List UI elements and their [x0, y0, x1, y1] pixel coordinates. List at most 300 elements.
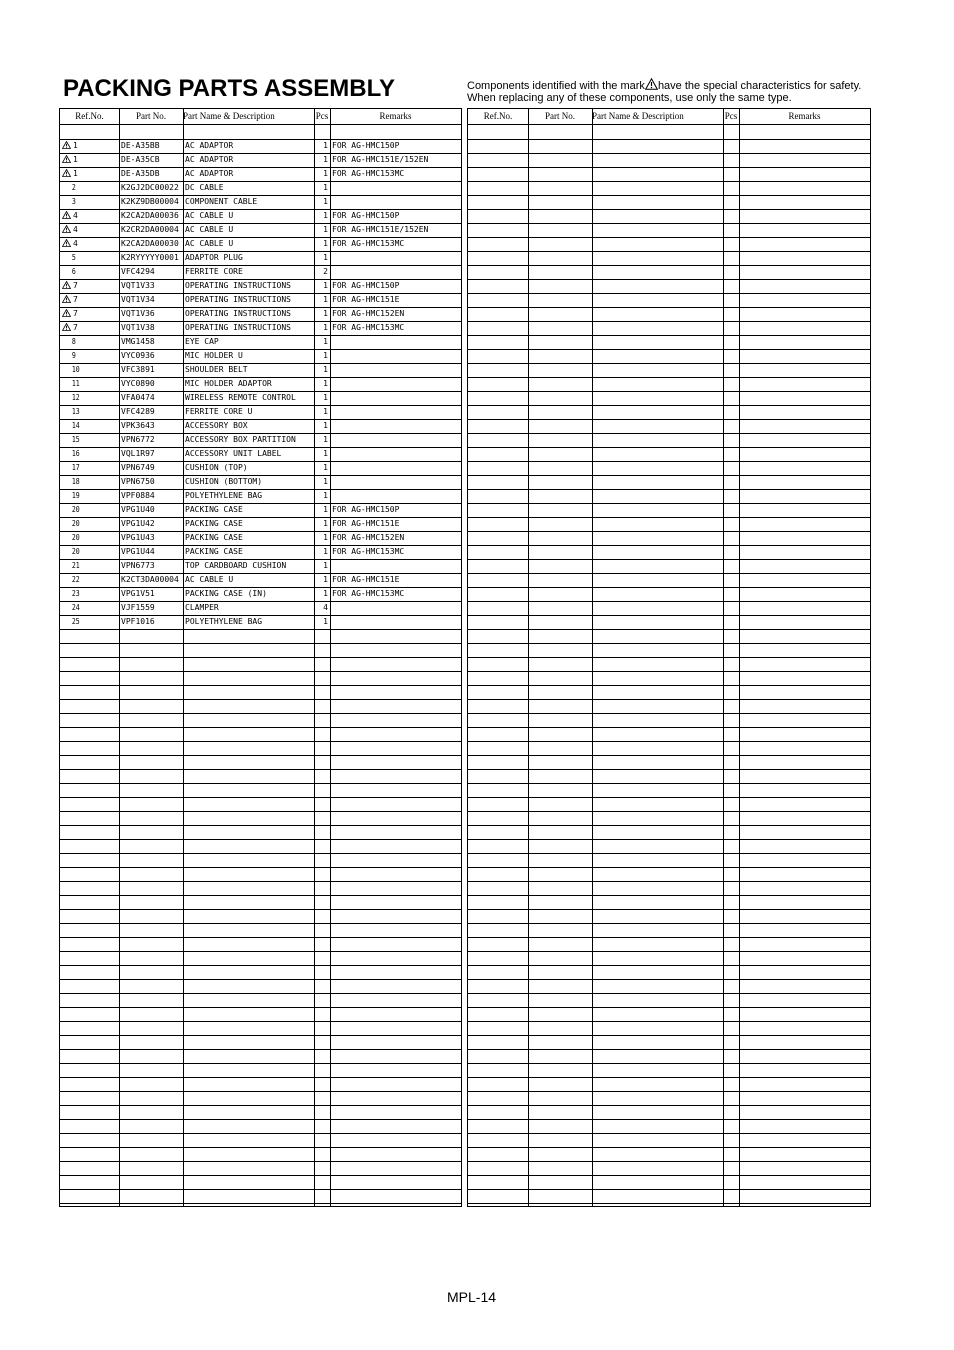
- ref-no-text: 2: [71, 183, 76, 192]
- cell-part-no: K2GJ2DC00022: [121, 183, 179, 192]
- cell-part-name: ACCESSORY BOX PARTITION: [185, 435, 296, 444]
- ref-no-text: 4: [73, 225, 78, 234]
- cell-remarks: [332, 461, 460, 475]
- cell-pcs: 1: [323, 407, 328, 416]
- page-number: MPL-14: [447, 1289, 497, 1305]
- row-divider: [468, 405, 870, 406]
- row-divider: [60, 1119, 461, 1120]
- ref-no-text: 20: [71, 533, 80, 542]
- row-divider: [468, 195, 870, 196]
- cell-part-name: CUSHION (TOP): [185, 463, 248, 472]
- cell-ref-no: [62, 419, 127, 433]
- cell-pcs: 1: [323, 365, 328, 374]
- cell-part-name: OPERATING INSTRUCTIONS: [185, 309, 291, 318]
- cell-part-name: AC ADAPTOR: [185, 169, 234, 178]
- row-divider: [60, 1161, 461, 1162]
- row-divider: [60, 979, 461, 980]
- cell-pcs: 1: [323, 449, 328, 458]
- ref-no-text: 7: [73, 295, 78, 304]
- cell-ref-no: [62, 265, 127, 279]
- cell-remarks: [332, 601, 460, 615]
- row-divider: [60, 1007, 461, 1008]
- cell-pcs: 1: [323, 547, 328, 556]
- cell-ref-no: [62, 321, 117, 335]
- cell-part-name: POLYETHYLENE BAG: [185, 617, 263, 626]
- cell-ref-no: [62, 433, 127, 447]
- table-row: [60, 545, 461, 559]
- cell-remarks: [332, 349, 460, 363]
- row-divider: [468, 293, 870, 294]
- cell-pcs: 1: [323, 575, 328, 584]
- cell-part-name: AC CABLE U: [185, 239, 234, 248]
- ref-no-text: 7: [73, 323, 78, 332]
- row-divider: [468, 1203, 870, 1204]
- warning-triangle-icon: [62, 169, 71, 177]
- cell-pcs: 1: [323, 589, 328, 598]
- cell-pcs: 1: [323, 463, 328, 472]
- cell-part-name: SHOULDER BELT: [185, 365, 248, 374]
- cell-ref-no: [62, 461, 127, 475]
- row-divider: [60, 937, 461, 938]
- table-row: [60, 321, 461, 335]
- row-divider: [60, 517, 461, 518]
- ref-no-text: 19: [71, 491, 80, 500]
- cell-part-name: AC ADAPTOR: [185, 155, 234, 164]
- cell-ref-no: [62, 489, 127, 503]
- cell-part-no: VPG1U44: [121, 547, 155, 556]
- row-divider: [468, 167, 870, 168]
- row-divider: [60, 461, 461, 462]
- row-divider: [60, 363, 461, 364]
- cell-part-no: VJF1559: [121, 603, 155, 612]
- ref-no-text: 14: [71, 421, 80, 430]
- cell-ref-no: [62, 251, 127, 265]
- row-divider: [468, 517, 870, 518]
- row-divider: [468, 209, 870, 210]
- row-divider: [60, 223, 461, 224]
- row-divider: [468, 979, 870, 980]
- cell-remarks: [332, 195, 460, 209]
- cell-remarks: [332, 335, 460, 349]
- row-divider: [60, 139, 461, 140]
- row-divider: [60, 405, 461, 406]
- ref-no-text: 20: [71, 505, 80, 514]
- row-divider: [468, 181, 870, 182]
- cell-part-no: VFC3891: [121, 365, 155, 374]
- row-divider: [468, 419, 870, 420]
- row-divider: [468, 531, 870, 532]
- cell-ref-no: [62, 559, 127, 573]
- safety-note-line-1: [467, 78, 861, 92]
- cell-ref-no: [62, 573, 127, 587]
- cell-part-no: VPG1V51: [121, 589, 155, 598]
- cell-part-no: K2RYYYYY0001: [121, 253, 179, 262]
- cell-part-no: DE-A35DB: [121, 169, 160, 178]
- cell-part-name: OPERATING INSTRUCTIONS: [185, 323, 291, 332]
- table-row: [60, 209, 461, 223]
- ref-no-text: 15: [71, 435, 80, 444]
- header-part-name: Part Name & Description: [592, 111, 684, 121]
- cell-remarks: [332, 489, 460, 503]
- cell-ref-no: [62, 363, 127, 377]
- row-divider: [60, 881, 461, 882]
- row-divider: [60, 167, 461, 168]
- row-divider: [468, 1077, 870, 1078]
- cell-part-no: K2KZ9DB00004: [121, 197, 179, 206]
- row-divider: [60, 671, 461, 672]
- row-divider: [60, 895, 461, 896]
- row-divider: [60, 629, 461, 630]
- safety-note-line-2: When replacing any of these components, use only the same type.: [467, 92, 792, 104]
- cell-ref-no: [62, 517, 127, 531]
- cell-part-name: TOP CARDBOARD CUSHION: [185, 561, 287, 570]
- row-divider: [468, 573, 870, 574]
- ref-no-text: 22: [71, 575, 80, 584]
- row-divider: [468, 643, 870, 644]
- table-row: [60, 279, 461, 293]
- ref-no-text: 4: [73, 239, 78, 248]
- row-divider: [468, 223, 870, 224]
- cell-ref-no: [62, 167, 117, 181]
- ref-no-text: 5: [71, 253, 76, 262]
- warning-triangle-icon: [62, 211, 71, 219]
- cell-ref-no: [62, 153, 117, 167]
- cell-pcs: 1: [323, 477, 328, 486]
- row-divider: [60, 307, 461, 308]
- cell-part-name: PACKING CASE: [185, 547, 243, 556]
- cell-part-no: VQT1V38: [121, 323, 155, 332]
- cell-remarks: FOR AG-HMC153MC: [332, 589, 405, 598]
- ref-no-text: 9: [71, 351, 76, 360]
- cell-pcs: 1: [323, 253, 328, 262]
- row-divider: [60, 349, 461, 350]
- cell-part-no: K2CR2DA00004: [121, 225, 179, 234]
- cell-part-name: FERRITE CORE: [185, 267, 243, 276]
- cell-pcs: 1: [323, 309, 328, 318]
- cell-remarks: FOR AG-HMC153MC: [332, 239, 405, 248]
- row-divider: [60, 1021, 461, 1022]
- cell-remarks: [332, 265, 460, 279]
- cell-pcs: 1: [323, 421, 328, 430]
- cell-part-name: WIRELESS REMOTE CONTROL: [185, 393, 296, 402]
- cell-remarks: FOR AG-HMC153MC: [332, 169, 405, 178]
- ref-no-text: 25: [71, 617, 80, 626]
- table-row: [60, 601, 461, 615]
- cell-part-no: VYC0890: [121, 379, 155, 388]
- cell-part-no: VQT1V36: [121, 309, 155, 318]
- cell-pcs: 1: [323, 323, 328, 332]
- table-row: [60, 503, 461, 517]
- row-divider: [60, 153, 461, 154]
- row-divider: [468, 797, 870, 798]
- header-ref-no: Ref.No.: [483, 111, 513, 121]
- cell-part-no: VFC4294: [121, 267, 155, 276]
- cell-ref-no: [62, 279, 117, 293]
- table-row: [60, 167, 461, 181]
- cell-remarks: FOR AG-HMC151E/152EN: [332, 225, 429, 234]
- safety-note-text-end: have the special characteristics for safety.: [657, 80, 862, 92]
- safety-note: [467, 78, 861, 104]
- row-divider: [468, 349, 870, 350]
- warning-triangle-icon: [62, 281, 71, 289]
- row-divider: [468, 1147, 870, 1148]
- cell-part-no: DE-A35CB: [121, 155, 160, 164]
- table-row: [60, 153, 461, 167]
- row-divider: [60, 321, 461, 322]
- row-divider: [468, 923, 870, 924]
- table-row: [60, 489, 461, 503]
- cell-ref-no: [62, 615, 127, 629]
- cell-ref-no: [62, 377, 127, 391]
- row-divider: [60, 1091, 461, 1092]
- cell-part-name: AC CABLE U: [185, 575, 234, 584]
- row-divider: [60, 209, 461, 210]
- table-row: [60, 307, 461, 321]
- ref-no-text: 18: [71, 477, 80, 486]
- table-row: [60, 573, 461, 587]
- cell-part-no: K2CT3DA00004: [121, 575, 179, 584]
- cell-part-no: VQL1R97: [121, 449, 155, 458]
- row-divider: [468, 1049, 870, 1050]
- row-divider: [468, 895, 870, 896]
- cell-part-no: DE-A35BB: [121, 141, 160, 150]
- row-divider: [468, 769, 870, 770]
- cell-part-name: PACKING CASE: [185, 533, 243, 542]
- cell-remarks: FOR AG-HMC152EN: [332, 309, 405, 318]
- row-divider: [468, 671, 870, 672]
- row-divider: [468, 951, 870, 952]
- row-divider: [60, 727, 461, 728]
- header-part-no: Part No.: [136, 111, 166, 121]
- cell-remarks: [332, 615, 460, 629]
- cell-part-name: PACKING CASE: [185, 519, 243, 528]
- table-row: [60, 517, 461, 531]
- cell-part-no: VPF1016: [121, 617, 155, 626]
- cell-pcs: 1: [323, 197, 328, 206]
- row-divider: [60, 615, 461, 616]
- row-divider: [468, 265, 870, 266]
- cell-part-no: VMG1458: [121, 337, 155, 346]
- cell-part-no: VQT1V34: [121, 295, 155, 304]
- table-row: [60, 363, 461, 377]
- ref-no-text: 3: [71, 197, 76, 206]
- cell-remarks: [332, 419, 460, 433]
- row-divider: [60, 1147, 461, 1148]
- cell-ref-no: [62, 349, 127, 363]
- cell-part-name: PACKING CASE (IN): [185, 589, 267, 598]
- table-row: [60, 531, 461, 545]
- row-divider: [468, 601, 870, 602]
- row-divider: [468, 881, 870, 882]
- ref-no-text: 7: [73, 309, 78, 318]
- row-divider: [60, 867, 461, 868]
- row-divider: [60, 195, 461, 196]
- header-ref-no: Ref.No.: [75, 111, 104, 121]
- row-divider: [60, 769, 461, 770]
- row-divider: [60, 685, 461, 686]
- row-divider: [468, 993, 870, 994]
- row-divider: [60, 545, 461, 546]
- cell-part-no: VPG1U42: [121, 519, 155, 528]
- row-divider: [60, 783, 461, 784]
- cell-pcs: 1: [323, 141, 328, 150]
- ref-no-text: 20: [71, 519, 80, 528]
- row-divider: [60, 811, 461, 812]
- row-divider: [60, 503, 461, 504]
- header-remarks: Remarks: [788, 111, 821, 121]
- row-divider: [60, 391, 461, 392]
- cell-pcs: 1: [323, 505, 328, 514]
- cell-ref-no: [62, 601, 127, 615]
- cell-remarks: FOR AG-HMC151E: [332, 575, 400, 584]
- cell-part-name: POLYETHYLENE BAG: [185, 491, 263, 500]
- row-divider: [468, 755, 870, 756]
- cell-part-no: VQT1V33: [121, 281, 155, 290]
- cell-ref-no: [62, 531, 127, 545]
- row-divider: [468, 377, 870, 378]
- cell-part-name: ADAPTOR PLUG: [185, 253, 243, 262]
- cell-remarks: FOR AG-HMC150P: [332, 281, 400, 290]
- row-divider: [60, 825, 461, 826]
- row-divider: [468, 153, 870, 154]
- table-row: [60, 223, 461, 237]
- row-divider: [60, 1049, 461, 1050]
- row-divider: [468, 335, 870, 336]
- cell-part-no: K2CA2DA00036: [121, 211, 179, 220]
- parts-table-left: [59, 108, 462, 1207]
- row-divider: [468, 391, 870, 392]
- row-divider: [60, 657, 461, 658]
- row-divider: [468, 1035, 870, 1036]
- parts-table-right: [467, 108, 871, 1207]
- row-divider: [60, 419, 461, 420]
- row-divider: [60, 909, 461, 910]
- cell-remarks: FOR AG-HMC153MC: [332, 547, 405, 556]
- cell-part-name: AC CABLE U: [185, 211, 234, 220]
- safety-note-text-start: Components identified with the mark: [467, 80, 645, 92]
- cell-part-name: MIC HOLDER ADAPTOR: [185, 379, 272, 388]
- ref-no-text: 24: [71, 603, 80, 612]
- cell-pcs: 1: [323, 561, 328, 570]
- row-divider: [468, 713, 870, 714]
- row-divider: [60, 797, 461, 798]
- warning-triangle-icon: [62, 323, 71, 331]
- cell-pcs: 1: [323, 281, 328, 290]
- warning-triangle-icon: [62, 239, 71, 247]
- ref-no-text: 10: [71, 365, 80, 374]
- cell-ref-no: [62, 209, 117, 223]
- row-divider: [468, 461, 870, 462]
- row-divider: [468, 559, 870, 560]
- cell-part-name: EYE CAP: [185, 337, 219, 346]
- cell-part-name: CLAMPER: [185, 603, 219, 612]
- cell-remarks: [332, 433, 460, 447]
- row-divider: [468, 503, 870, 504]
- row-divider: [60, 1105, 461, 1106]
- row-divider: [468, 433, 870, 434]
- row-divider: [468, 965, 870, 966]
- row-divider: [60, 1203, 461, 1204]
- header-part-no: Part No.: [545, 111, 575, 121]
- ref-no-text: 20: [71, 547, 80, 556]
- row-divider: [60, 839, 461, 840]
- ref-no-text: 6: [71, 267, 76, 276]
- cell-remarks: FOR AG-HMC152EN: [332, 533, 405, 542]
- row-divider: [468, 475, 870, 476]
- table-row: [60, 139, 461, 153]
- cell-pcs: 1: [323, 211, 328, 220]
- cell-part-no: VPF0884: [121, 491, 155, 500]
- cell-part-name: AC ADAPTOR: [185, 141, 234, 150]
- row-divider: [468, 1105, 870, 1106]
- ref-no-text: 21: [71, 561, 80, 570]
- cell-pcs: 1: [323, 393, 328, 402]
- row-divider: [468, 1007, 870, 1008]
- ref-no-text: 1: [73, 141, 78, 150]
- cell-remarks: FOR AG-HMC153MC: [332, 323, 405, 332]
- row-divider: [60, 1189, 461, 1190]
- cell-part-no: VPG1U40: [121, 505, 155, 514]
- cell-pcs: 1: [323, 519, 328, 528]
- row-divider: [60, 377, 461, 378]
- table-row: [60, 475, 461, 489]
- cell-remarks: FOR AG-HMC151E: [332, 295, 400, 304]
- row-divider: [60, 1175, 461, 1176]
- row-divider: [468, 1189, 870, 1190]
- header-part-name: Part Name & Description: [183, 111, 275, 121]
- cell-part-name: DC CABLE: [185, 183, 224, 192]
- row-divider: [60, 531, 461, 532]
- cell-part-name: OPERATING INSTRUCTIONS: [185, 281, 291, 290]
- cell-remarks: [332, 405, 460, 419]
- cell-pcs: 1: [323, 617, 328, 626]
- warning-triangle-icon: [62, 225, 71, 233]
- cell-remarks: [332, 377, 460, 391]
- row-divider: [468, 699, 870, 700]
- cell-ref-no: [62, 447, 127, 461]
- row-divider: [468, 587, 870, 588]
- table-row: [60, 447, 461, 461]
- table-row: [60, 293, 461, 307]
- row-divider: [468, 629, 870, 630]
- cell-part-name: COMPONENT CABLE: [185, 197, 258, 206]
- ref-no-text: 1: [73, 155, 78, 164]
- cell-part-no: VPG1U43: [121, 533, 155, 542]
- cell-pcs: 4: [323, 603, 328, 612]
- ref-no-text: 12: [71, 393, 80, 402]
- row-divider: [468, 1119, 870, 1120]
- row-divider: [60, 699, 461, 700]
- row-divider: [468, 545, 870, 546]
- row-divider: [468, 307, 870, 308]
- cell-pcs: 1: [323, 183, 328, 192]
- table-row: [60, 377, 461, 391]
- cell-ref-no: [62, 405, 127, 419]
- warning-triangle-icon: [62, 309, 71, 317]
- row-divider: [60, 713, 461, 714]
- cell-part-no: VPK3643: [121, 421, 155, 430]
- row-divider: [60, 433, 461, 434]
- cell-ref-no: [62, 181, 127, 195]
- row-divider: [60, 1077, 461, 1078]
- row-divider: [60, 755, 461, 756]
- cell-ref-no: [62, 237, 117, 251]
- row-divider: [60, 335, 461, 336]
- cell-ref-no: [62, 503, 127, 517]
- row-divider: [468, 1021, 870, 1022]
- cell-part-no: VYC0936: [121, 351, 155, 360]
- row-divider: [60, 251, 461, 252]
